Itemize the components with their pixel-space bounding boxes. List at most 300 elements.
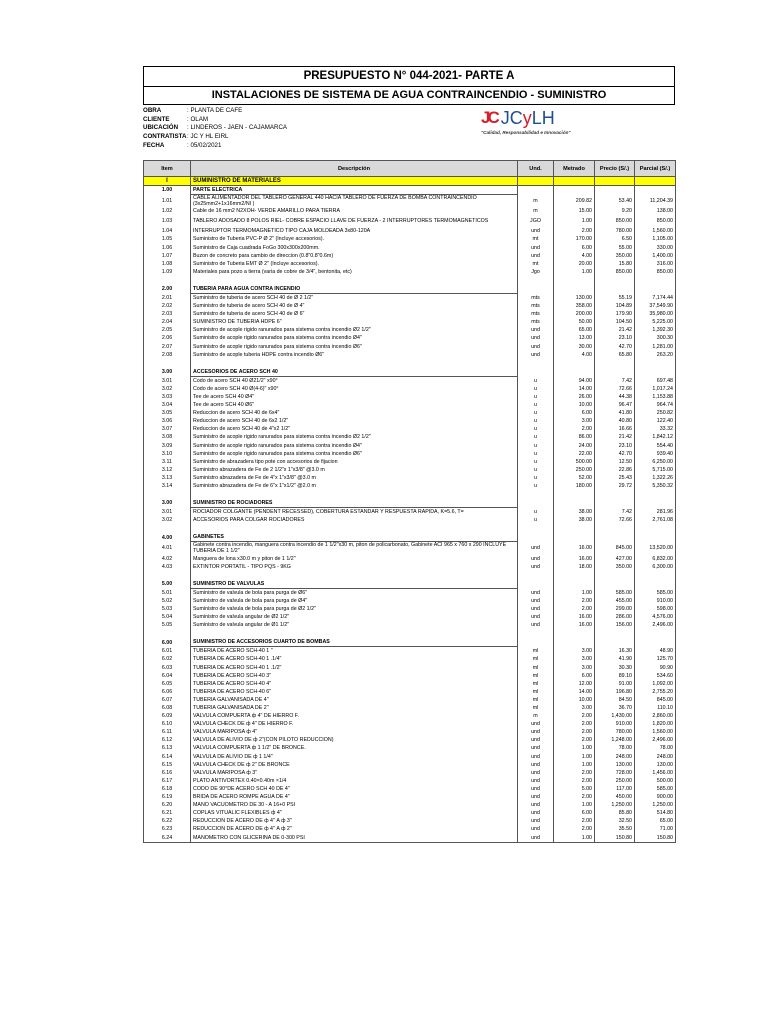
row-unit: Jgo (518, 268, 554, 276)
col-header-quantity: Metrado (554, 161, 595, 177)
section-item: I (144, 177, 191, 186)
row-description: TUBERIA DE ACERO SCH-40 1 .1/2" (191, 664, 518, 672)
row-price: 41.80 (595, 409, 635, 417)
row-price: 36.70 (595, 704, 635, 712)
row-partial: 6,250.00 (635, 458, 676, 466)
row-partial (635, 359, 676, 368)
row-partial: 5,715.00 (635, 466, 676, 474)
group-header-row (144, 580, 676, 589)
row-unit: u (518, 433, 554, 441)
row-description: ACCESORIOS PARA COLGAR ROCIADORES (191, 516, 518, 524)
row-item-code: 3.09 (144, 442, 191, 450)
row-description: Suministro de acople tuberia HDPE contra incendio Ø6" (191, 351, 518, 359)
row-partial: 2,496.00 (635, 621, 676, 629)
table-row (144, 442, 676, 450)
row-price: 91.00 (595, 680, 635, 688)
row-description: TUBERIA DE ACERO SCH-40 6" (191, 688, 518, 696)
row-unit: und (518, 744, 554, 752)
row-unit: m (518, 195, 554, 208)
row-description: Suministro de abrazadera tipo pote con accesorios de fijacion (191, 458, 518, 466)
row-description: Suministro de tuberia de acero SCH 40 de Ø 4" (191, 302, 518, 310)
row-description: VALVULA DE ALIVIO DE ф 1 1/4" (191, 753, 518, 761)
row-price: 12.50 (595, 458, 635, 466)
row-unit: u (518, 417, 554, 425)
row-price: 1,430.00 (595, 712, 635, 720)
row-price: 35.50 (595, 825, 635, 833)
row-partial: 300.30 (635, 334, 676, 342)
row-description: VALVULA MARIPOSA ф 3" (191, 769, 518, 777)
row-price: 7.42 (595, 376, 635, 385)
row-unit: und (518, 817, 554, 825)
table-row (144, 326, 676, 334)
row-quantity: 15.00 (554, 207, 595, 215)
row-quantity (554, 499, 595, 508)
row-quantity: 14.00 (554, 385, 595, 393)
logo-mark (481, 107, 601, 129)
row-price: 32.50 (595, 817, 635, 825)
row-quantity: 4.00 (554, 252, 595, 260)
project-info-value: : 05/02/2021 (187, 141, 222, 149)
row-partial: 1,392.30 (635, 326, 676, 334)
row-partial (635, 638, 676, 647)
row-description: TUBERIA DE ACERO SCH-40 1 " (191, 647, 518, 656)
table-row (144, 516, 676, 524)
row-quantity: 2.00 (554, 736, 595, 744)
row-unit: m (518, 207, 554, 215)
table-row (144, 720, 676, 728)
row-item-code: 6.22 (144, 817, 191, 825)
row-price: 84.50 (595, 696, 635, 704)
row-partial: 330.00 (635, 243, 676, 251)
col-header-item: Item (144, 161, 191, 177)
row-partial (635, 499, 676, 508)
row-partial: 500.00 (635, 777, 676, 785)
row-partial: 6,832.00 (635, 554, 676, 562)
row-partial: 534.60 (635, 672, 676, 680)
row-price: 299.00 (595, 605, 635, 613)
row-item-code: 3.00 (144, 368, 191, 377)
row-unit: und (518, 793, 554, 801)
row-price (595, 638, 635, 647)
table-row (144, 235, 676, 243)
row-partial: 1,322.26 (635, 474, 676, 482)
row-description: REDUCCION DE ACERO DE ф 4" A ф 2" (191, 825, 518, 833)
row-description: Codo de acero SCH 40 Ø21/2" x90° (191, 376, 518, 385)
group-header-row (144, 638, 676, 647)
row-price: 286.00 (595, 613, 635, 621)
row-unit: u (518, 508, 554, 517)
row-quantity: 86.00 (554, 433, 595, 441)
row-unit: und (518, 588, 554, 597)
section-description: SUMINISTRO DE MATERIALES (191, 177, 518, 186)
table-row (144, 704, 676, 712)
row-quantity: 22.00 (554, 450, 595, 458)
row-partial (635, 533, 676, 542)
row-partial: 1,820.00 (635, 720, 676, 728)
row-quantity: 180.00 (554, 482, 595, 490)
row-partial: 248.00 (635, 753, 676, 761)
row-item-code: 5.03 (144, 605, 191, 613)
row-partial: 1,153.88 (635, 393, 676, 401)
row-quantity (554, 490, 595, 499)
row-quantity: 6.00 (554, 243, 595, 251)
row-price: 104.89 (595, 302, 635, 310)
row-item-code: 3.05 (144, 409, 191, 417)
table-row (144, 482, 676, 490)
table-row (144, 243, 676, 251)
row-partial: 1,281.00 (635, 343, 676, 351)
row-unit (518, 368, 554, 377)
col-header-partial: Parcial (S/.) (635, 161, 676, 177)
table-row (144, 508, 676, 517)
table-row (144, 833, 676, 842)
row-quantity: 2.00 (554, 728, 595, 736)
budget-table (143, 160, 676, 843)
row-quantity: 2.00 (554, 227, 595, 235)
table-row (144, 542, 676, 555)
row-price: 350.00 (595, 252, 635, 260)
row-partial: 11,204.39 (635, 195, 676, 208)
row-item-code: 5.04 (144, 613, 191, 621)
row-item-code: 3.07 (144, 425, 191, 433)
table-row (144, 458, 676, 466)
row-description: PLATO ANTIVORTEX 0.40×0.40m ×1/4 (191, 777, 518, 785)
table-row (144, 728, 676, 736)
table-row (144, 664, 676, 672)
document-subtitle: INSTALACIONES DE SISTEMA DE AGUA CONTRAINCENDIO - SUMINISTRO (143, 86, 675, 105)
row-partial: 78.00 (635, 744, 676, 752)
row-quantity: 4.00 (554, 351, 595, 359)
row-unit: ml (518, 696, 554, 704)
row-description: TABLERO ADOSADO 8 POLOS RIEL- COBRE ESPACIO LLAVE DE FUERZA - 2 INTERRUPTORES TERMOMAGNETICOS (191, 215, 518, 227)
row-quantity: 500.00 (554, 458, 595, 466)
row-description: GABINETES (191, 533, 518, 542)
row-partial: 1,092.00 (635, 680, 676, 688)
row-quantity: 130.00 (554, 293, 595, 302)
row-unit: u (518, 393, 554, 401)
row-partial (635, 629, 676, 638)
row-item-code: 6.04 (144, 672, 191, 680)
row-unit: mts (518, 302, 554, 310)
table-row (144, 425, 676, 433)
row-price: 55.19 (595, 293, 635, 302)
row-unit: und (518, 326, 554, 334)
row-quantity: 2.00 (554, 817, 595, 825)
row-price: 21.42 (595, 326, 635, 334)
project-info-label: FECHA (143, 141, 165, 149)
table-row (144, 450, 676, 458)
row-partial: 37,549.90 (635, 302, 676, 310)
row-item-code: 1.01 (144, 195, 191, 208)
row-description: Buzon de concreto para cambio de direccion (0.8"0.8"0.6m) (191, 252, 518, 260)
spacer-row (144, 276, 676, 285)
row-partial: 850.00 (635, 215, 676, 227)
row-description: Materiales para pozo a tierra (varia de cobre de 3/4", bentonita, etc) (191, 268, 518, 276)
project-info-value: : OLAM (187, 115, 208, 123)
row-unit: u (518, 474, 554, 482)
row-description: Suministro de tuberia de acero SCH 40 de Ø 6" (191, 310, 518, 318)
row-price (595, 359, 635, 368)
row-unit: und (518, 343, 554, 351)
row-quantity: 16.00 (554, 542, 595, 555)
table-row (144, 351, 676, 359)
row-description: Suministro de acople rigido ranurados para sistema contra incendio Ø6" (191, 450, 518, 458)
row-item-code: 3.11 (144, 458, 191, 466)
row-description: EXTINTOR PORTATIL - TIPO PQS - 9KG (191, 563, 518, 571)
row-partial (635, 276, 676, 285)
row-item-code: 3.02 (144, 385, 191, 393)
col-header-description: Descripción (191, 161, 518, 177)
row-unit: und (518, 753, 554, 761)
row-quantity: 1.00 (554, 215, 595, 227)
table-row (144, 376, 676, 385)
row-partial: 900.00 (635, 793, 676, 801)
row-unit (518, 629, 554, 638)
row-description: SUMINISTRO DE ROCIADORES (191, 499, 518, 508)
row-unit: und (518, 720, 554, 728)
row-quantity: 3.00 (554, 647, 595, 656)
row-unit (518, 359, 554, 368)
row-quantity: 3.00 (554, 655, 595, 663)
row-partial: 4,576.00 (635, 613, 676, 621)
row-price: 117.00 (595, 785, 635, 793)
row-partial: 281.96 (635, 508, 676, 517)
row-unit (518, 533, 554, 542)
row-item-code: 2.08 (144, 351, 191, 359)
table-row (144, 605, 676, 613)
row-partial: 2,496.00 (635, 736, 676, 744)
row-description: PARTE ELECTRICA (191, 186, 518, 195)
row-quantity: 200.00 (554, 310, 595, 318)
row-quantity: 10.00 (554, 401, 595, 409)
row-item-code: 2.01 (144, 293, 191, 302)
row-description (191, 359, 518, 368)
group-header-row (144, 533, 676, 542)
row-item-code: 6.00 (144, 638, 191, 647)
row-unit: u (518, 516, 554, 524)
row-unit: und (518, 542, 554, 555)
row-partial: 598.00 (635, 605, 676, 613)
row-description: COPLAS VITUALIC FLEXIBLES ф 4" (191, 809, 518, 817)
table-row (144, 809, 676, 817)
table-row (144, 777, 676, 785)
row-unit (518, 276, 554, 285)
table-row (144, 817, 676, 825)
document-title: PRESUPUESTO N° 044-2021- PARTE A (143, 66, 675, 86)
row-description: Gabinete contra incendio, manguera contra incendio de 1 1/2"x30 m, piton de policarbonato, Gabinete ACI 965 x 760 x 290 INCLUYE TUBERIA DE 1 1/2" (191, 542, 518, 555)
project-info-label: CLIENTE (143, 115, 170, 123)
row-description: Suministro de valvula angular de Ø1 1/2" (191, 621, 518, 629)
row-quantity: 2.00 (554, 769, 595, 777)
table-row (144, 433, 676, 441)
table-row (144, 260, 676, 268)
row-quantity: 3.00 (554, 417, 595, 425)
row-price: 248.00 (595, 753, 635, 761)
row-price: 780.00 (595, 227, 635, 235)
row-item-code: 6.16 (144, 769, 191, 777)
row-partial: 1,842.12 (635, 433, 676, 441)
row-unit: u (518, 442, 554, 450)
row-price: 585.00 (595, 588, 635, 597)
row-item-code: 3.06 (144, 417, 191, 425)
row-partial: 125.70 (635, 655, 676, 663)
row-unit (518, 638, 554, 647)
table-row (144, 680, 676, 688)
row-quantity (554, 571, 595, 580)
row-item-code: 6.23 (144, 825, 191, 833)
row-unit: ml (518, 688, 554, 696)
table-row (144, 268, 676, 276)
section-row (144, 177, 676, 186)
row-unit: u (518, 482, 554, 490)
row-partial: 5,350.32 (635, 482, 676, 490)
table-row (144, 385, 676, 393)
row-description: Suministro de valvula de bola para purga de Ø4" (191, 597, 518, 605)
row-item-code: 5.02 (144, 597, 191, 605)
row-price: 72.66 (595, 516, 635, 524)
row-partial (635, 285, 676, 294)
row-partial: 1,560.00 (635, 227, 676, 235)
row-partial: 850.00 (635, 268, 676, 276)
row-price: 845.00 (595, 542, 635, 555)
row-item-code: 6.07 (144, 696, 191, 704)
row-price: 780.00 (595, 728, 635, 736)
row-item-code (144, 490, 191, 499)
table-row (144, 655, 676, 663)
row-price: 53.40 (595, 195, 635, 208)
row-description: Tee de acero SCH 40 Ø4" (191, 393, 518, 401)
row-partial: 130.00 (635, 761, 676, 769)
row-description: Tee de acero SCH 40 Ø6" (191, 401, 518, 409)
row-unit: und (518, 227, 554, 235)
table-row (144, 647, 676, 656)
row-item-code: 6.24 (144, 833, 191, 842)
table-row (144, 688, 676, 696)
row-price: 25.43 (595, 474, 635, 482)
row-quantity: 1.00 (554, 744, 595, 752)
row-unit: ml (518, 655, 554, 663)
row-description: CODO DE 90°DE ACERO SCH 40 DE 4" (191, 785, 518, 793)
row-partial: 150.80 (635, 833, 676, 842)
row-quantity: 3.00 (554, 704, 595, 712)
row-price (595, 629, 635, 638)
row-item-code: 1.07 (144, 252, 191, 260)
row-partial: 514.80 (635, 809, 676, 817)
row-unit: und (518, 825, 554, 833)
row-description: CABLE ALIMENTADOR DEL TABLERO GENERAL 440 HACIA TABLERO DE FUERZA DE BOMBA CONTRAINCENDIO (3x25mm2+1x16mm2/NI ) (191, 195, 518, 208)
row-partial (635, 186, 676, 195)
row-partial (635, 524, 676, 533)
row-unit: und (518, 613, 554, 621)
row-item-code: 2.03 (144, 310, 191, 318)
table-row (144, 318, 676, 326)
row-unit: u (518, 409, 554, 417)
row-description: TUBERIA PARA AGUA CONTRA INCENDIO (191, 285, 518, 294)
row-description: Suministro de acople rigido ranurados para sistema contra incendio Ø4" (191, 442, 518, 450)
row-price: 455.00 (595, 597, 635, 605)
row-partial: 35,980.00 (635, 310, 676, 318)
row-item-code: 3.08 (144, 433, 191, 441)
table-row (144, 801, 676, 809)
row-description: TUBERIA DE ACERO SCH-40 1 .1/4" (191, 655, 518, 663)
row-item-code: 6.03 (144, 664, 191, 672)
row-quantity: 24.00 (554, 442, 595, 450)
row-unit: mts (518, 310, 554, 318)
row-partial: 1,456.00 (635, 769, 676, 777)
row-item-code: 4.02 (144, 554, 191, 562)
row-description: SUMINISTRO DE ACCESORIOS CUARTO DE BOMBAS (191, 638, 518, 647)
row-price: 250.00 (595, 777, 635, 785)
row-item-code: 3.01 (144, 376, 191, 385)
row-item-code: 3.00 (144, 499, 191, 508)
row-price: 65.80 (595, 351, 635, 359)
row-item-code: 3.02 (144, 516, 191, 524)
row-quantity (554, 276, 595, 285)
row-unit: und (518, 736, 554, 744)
row-quantity: 1.00 (554, 268, 595, 276)
row-description: Suministro de acople rigido ranurados para sistema contra incendio Ø4" (191, 334, 518, 342)
row-price (595, 571, 635, 580)
row-partial: 964.74 (635, 401, 676, 409)
row-quantity: 209.82 (554, 195, 595, 208)
row-price: 85.80 (595, 809, 635, 817)
table-row (144, 293, 676, 302)
table-row (144, 621, 676, 629)
row-description: MANOMETRO CON GLICERINA DE 0-300 PSI (191, 833, 518, 842)
row-description: VALVULA DE ALIVIO DE ф 2"(CON PILOTO REDUCCION) (191, 736, 518, 744)
spacer-row (144, 629, 676, 638)
row-unit (518, 580, 554, 589)
row-price: 29.72 (595, 482, 635, 490)
project-info-label: OBRA (143, 107, 162, 114)
spacer-row (144, 571, 676, 580)
row-price: 156.00 (595, 621, 635, 629)
row-partial: 316.00 (635, 260, 676, 268)
row-item-code: 6.21 (144, 809, 191, 817)
row-partial: 1,400.00 (635, 252, 676, 260)
row-item-code: 6.13 (144, 744, 191, 752)
col-header-price: Precio (S/.) (595, 161, 635, 177)
row-item-code: 6.19 (144, 793, 191, 801)
row-partial: 585.00 (635, 785, 676, 793)
row-description: Cable de 16 mm2 N2XOH- VERDE AMARILLO PARA TIERRA (191, 207, 518, 215)
row-item-code: 1.08 (144, 260, 191, 268)
row-unit: u (518, 458, 554, 466)
row-description: Suministro abrazadera de Fe de 6"x 1"x1/2" @2.0 m (191, 482, 518, 490)
project-info-value: : JC Y HL EIRL (187, 133, 229, 141)
table-row (144, 466, 676, 474)
row-quantity: 20.00 (554, 260, 595, 268)
row-quantity (554, 524, 595, 533)
row-partial: 1,105.00 (635, 235, 676, 243)
row-price: 427.00 (595, 554, 635, 562)
project-info-label: UBICACIÓN (143, 124, 179, 132)
row-item-code: 2.00 (144, 285, 191, 294)
row-item-code: 6.18 (144, 785, 191, 793)
row-quantity: 12.00 (554, 680, 595, 688)
row-description: ROCIADOR COLGANTE (PENDENT RECESSED), COBERTURA ESTANDAR Y RESPUESTA RAPIDA, K=5.6, T= (191, 508, 518, 517)
row-partial: 250.82 (635, 409, 676, 417)
row-price: 850.00 (595, 215, 635, 227)
table-row (144, 672, 676, 680)
row-quantity: 2.00 (554, 825, 595, 833)
row-price: 350.00 (595, 563, 635, 571)
row-item-code: 3.12 (144, 466, 191, 474)
row-description: Suministro de Caja cuadrada FoGo 300x300x200mm. (191, 243, 518, 251)
row-item-code: 6.02 (144, 655, 191, 663)
table-row (144, 417, 676, 425)
row-price: 23.10 (595, 442, 635, 450)
